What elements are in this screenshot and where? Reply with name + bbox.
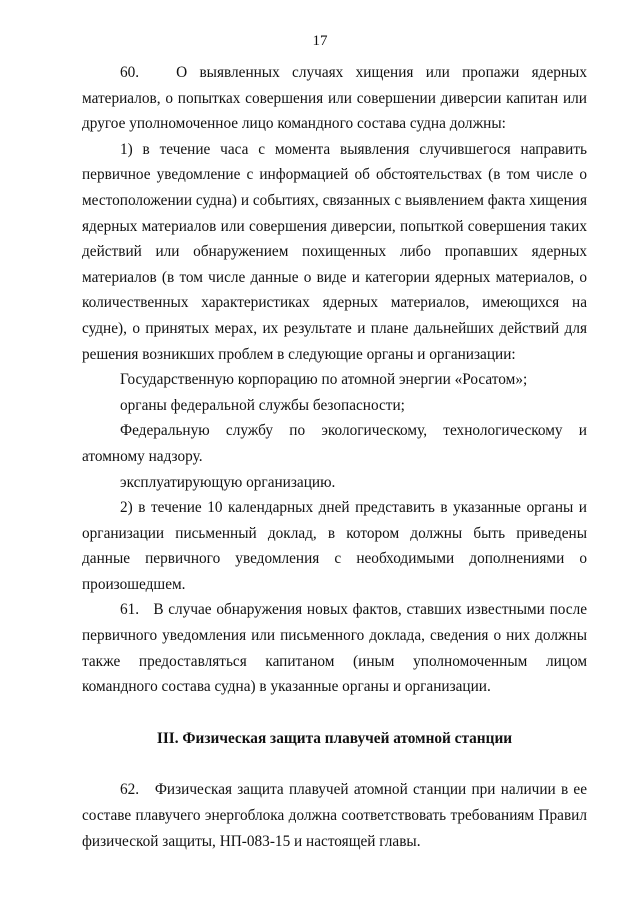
paragraph-62: 62. Физическая защита плавучей атомной станции при наличии в ее составе плавучего энергоблока должна соответствовать требованиям Правил физической защиты, НП-083-15 и настоящей главы. [82,781,587,850]
page-number: 17 [312,33,328,49]
paragraph-61: 61. В случае обнаружения новых фактов, ставших известными после первичного уведомления или письменного доклада, сведения о них должны также предоставляться капитаном (иным уполномоченным лицом командного состава судна) в указанные органы и организации. [82,601,587,696]
recipient-rosatom: Государственную корпорацию по атомной энергии «Росатом»; [120,371,528,389]
recipient-operator: эксплуатирующую организацию. [120,473,336,491]
recipient-fsb: органы федеральной службы безопасности; [120,396,405,414]
paragraph-60-item-1: 1) в течение часа с момента выявления случившегося направить первичное уведомление с информацией об обстоятельствах (в том числе о местоположении судна) и событиях, связанных с выявлением факта хищения ядерных материалов или совершения диверсии, попыткой совершения таких действий или обнаружением похищенных либо пропавших ядерных материалов (в том числе данные о виде и категории ядерных материалов, о количественных характеристиках ядерных материалов, имеющихся на судне), о принятых мерах, их результате и плане дальнейших действий для решения возникших проблем в следующие органы и организации: [82,140,587,363]
section-heading: III. Физическая защита плавучей атомной станции [156,729,513,747]
document-body [82,60,587,854]
recipient-rostekhnadzor: Федеральную службу по экологическому, технологическому и атомному надзору. [82,422,587,465]
paragraph-60-item-2: 2) в течение 10 календарных дней представить в указанные органы и организации письменный доклад, в котором должны быть приведены данные первичного уведомления с необходимыми дополнениями о произошедшем. [82,499,587,593]
paragraph-60: 60. О выявленных случаях хищения или пропажи ядерных материалов, о попытках совершения или совершении диверсии капитан или другое уполномоченное лицо командного состава судна должны: [82,64,587,133]
